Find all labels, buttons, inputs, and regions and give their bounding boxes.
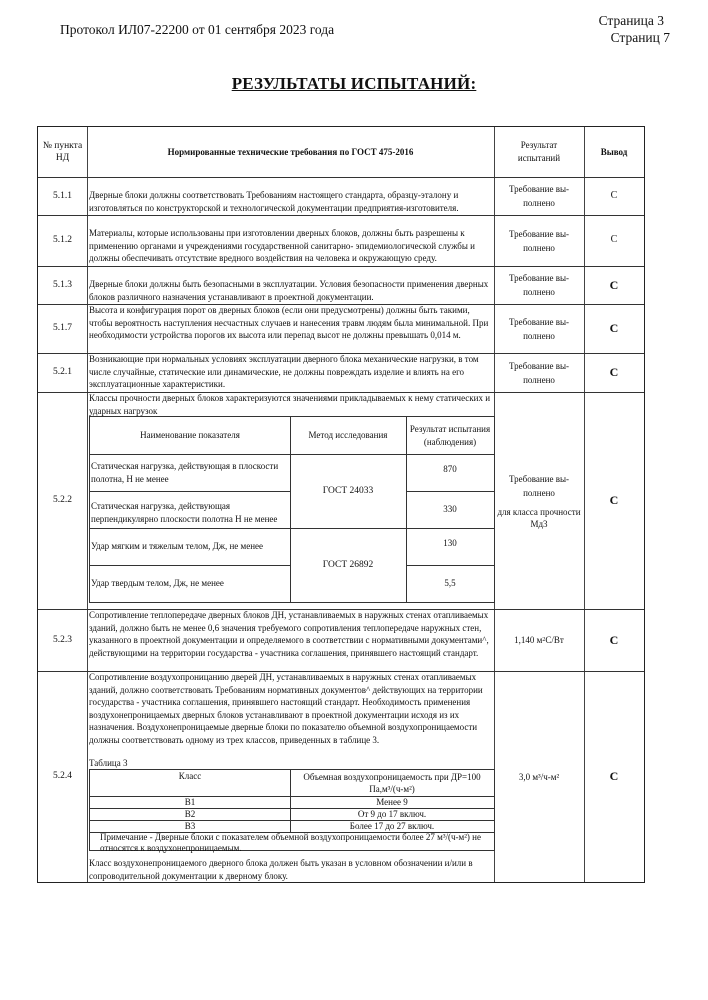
result-value: 3,0 м <box>518 771 539 782</box>
protocol-header: Протокол ИЛ07-22200 от 01 сентября 2023 года <box>60 22 335 37</box>
row-requirement-intro: Классы прочности дверных блоков характеризуются значениями прикладываемых к нему статических и ударных нагрузок <box>89 393 491 416</box>
row-result: Требование вы-полнено <box>508 228 570 253</box>
subtable-header-name: Наименование показателя <box>140 430 240 440</box>
row-number: 5.1.3 <box>53 279 72 290</box>
row-result: Требование вы-полнено <box>508 273 570 297</box>
airtightness-subtable <box>89 769 495 851</box>
row-verdict: С <box>609 632 619 647</box>
row-result <box>494 671 584 882</box>
row-number: 5.2.1 <box>53 367 72 378</box>
subtable-value: 130 <box>443 538 457 548</box>
subtable-indicator: Удар твердым телом, Дж, не менее <box>91 578 224 588</box>
subtable-value: От 9 до 17 включ. <box>357 809 427 819</box>
row-number: 5.2.3 <box>53 634 72 645</box>
row-result-text: Требование вы-полнено <box>508 473 570 498</box>
row-result-note: для класса прочности Мд3 <box>497 506 581 529</box>
row-number: 5.2.4 <box>53 771 72 782</box>
page-title: РЕЗУЛЬТАТЫ ИСПЫТАНИЙ: <box>231 74 477 93</box>
row-number: 5.1.2 <box>53 235 72 246</box>
row-requirement-footer: Класс воздухонепроницаемого дверного блока должен быть указан в условном обозначении и/или в сопроводительной документации к дверному блоку. <box>89 858 473 881</box>
column-header-requirement: Нормированные технические требования по ГОСТ 475-2016 <box>167 146 414 157</box>
row-number: 5.1.7 <box>53 323 72 334</box>
row-verdict: С <box>609 365 619 380</box>
pages-total: Страниц 7 <box>610 30 670 45</box>
row-result <box>494 392 584 609</box>
subtable-note: Примечание - Дверные блоки с показателем объемной воздухопроницаемости более 27 м³/(ч-м²) не относятся к воздухонепроницаемым. <box>100 832 481 853</box>
subtable-header-method: Метод исследования <box>308 430 388 440</box>
subtable-value: Более 17 до 27 включ. <box>349 821 435 831</box>
column-header-number: № пункта НД <box>42 141 83 163</box>
row-result: Требование вы-полнено <box>508 184 570 208</box>
result-value: 1,140 м <box>514 635 543 645</box>
row-number: 5.2.2 <box>53 495 72 506</box>
result-unit: ³/ч-м² <box>538 771 560 782</box>
row-result: Требование вы-полнено <box>508 360 570 385</box>
row-verdict: С <box>610 189 618 201</box>
row-result: Требование вы-полнено <box>508 316 570 341</box>
subtable-class: В3 <box>184 821 196 831</box>
subtable-value: 870 <box>443 464 457 474</box>
column-header-verdict: Вывод <box>600 146 628 157</box>
column-header-result: Результат испытаний <box>517 140 561 163</box>
subtable-class: В2 <box>184 809 196 819</box>
strength-subtable <box>89 416 495 603</box>
subtable-indicator: Статическая нагрузка, действующая в плоскости полотна, Н не менее <box>91 460 279 484</box>
result-unit: С/Вт <box>545 635 564 645</box>
subtable-header-permeability: Объемная воздухопроницаемость при ДР=100 Па,м³/(ч-м²) <box>303 772 481 794</box>
subtable-method: ГОСТ 26892 <box>322 559 374 570</box>
subtable-indicator: Статическая нагрузка, действующая перпендикулярно плоскости полотна Н не менее <box>91 501 278 524</box>
row-requirement: Сопротивление воздухопроницанию дверей ДН, устанавливаемых в наружных стенах отапливаемых зданий, должно соответствовать Требованиям нормативных документов^ действующих на территории государства - участника соглашения, принявшего настоящий стандарт. Необходимость применения воздухонепроницаемых дверных блоков устанавливают в проектной документации исходя из их назначения. Воздухонепроницаемые дверные блоки по показателю объемной воздухопроницаемости должны соответствовать одному из трех классов, приведенных в таблице 3. <box>89 672 483 745</box>
subtable-value: 5,5 <box>444 578 456 588</box>
row-verdict: С <box>609 769 619 784</box>
page-number: Страница 3 <box>598 13 664 28</box>
row-requirement: Возникающие при нормальных условиях эксплуатации дверного блока механические нагрузки, в том числе случайные, статические или динамические, не должны повреждать изделие и влиять на его эксплуатационные характеристики. <box>89 354 479 390</box>
subtable-value: 330 <box>443 504 457 514</box>
row-requirement: Материалы, которые использованы при изготовлении дверных блоков, должны быть разрешены к применению органами и учреждениями государственной санитарно- эпидемиологической службы и должны обеспечивать отсутствие вредного воздействия на человека и окружающую среду. <box>89 228 475 264</box>
subtable-method: ГОСТ 24033 <box>322 485 374 496</box>
row-requirement: Дверные блоки должны быть безопасными в эксплуатации. Условия безопасности применения дверных блоков различного назначения устанавливают в проектной документации. <box>89 279 489 302</box>
row-result: 1,140 м 2 С/Вт <box>514 635 564 645</box>
row-verdict: С <box>609 277 619 292</box>
subtable-indicator: Удар мягким и тяжелым телом, Дж, не менее <box>91 541 264 551</box>
row-verdict: С <box>609 321 619 336</box>
table-caption: Таблица 3 <box>89 758 128 768</box>
row-requirement: Сопротивление теплопередаче дверных блоков ДН, устанавливаемых в наружных стенах отапливаемых зданий, должно быть не менее 0,6 значения требуемого сопротивления теплопередаче наружных стен, указанного в проектной документации и определяемого в соответствии с нормативными документами^, действующими на территории государства - участника соглашения, принявшего настоящий стандарт. <box>89 610 489 658</box>
row-verdict: С <box>609 493 619 508</box>
row-verdict: С <box>610 234 618 246</box>
row-requirement: Дверные блоки должны соответствовать Требованиям настоящего стандарта, образцу-эталону и изготовляться по конструкторской и технологической документации предприятия-изготовителя. <box>89 190 459 213</box>
row-number: 5.1.1 <box>53 190 72 201</box>
subtable-class: В1 <box>184 797 196 807</box>
subtable-header-class: Класс <box>178 771 202 781</box>
page-counter <box>598 12 670 46</box>
subtable-value: Менее 9 <box>376 797 408 807</box>
row-requirement: Высота и конфигурация порот ов дверных блоков (если они предусмотрены) должны быть такими, чтобы вероятность наступления несчастных случаев и нанесения травм людям была минимальной. При необходимости устройства порогов их высота или перепад высот не должны превышать 0,014 м. <box>89 305 489 341</box>
subtable-header-result: Результат испытания (наблюдения) <box>409 423 491 447</box>
results-table <box>37 126 645 883</box>
